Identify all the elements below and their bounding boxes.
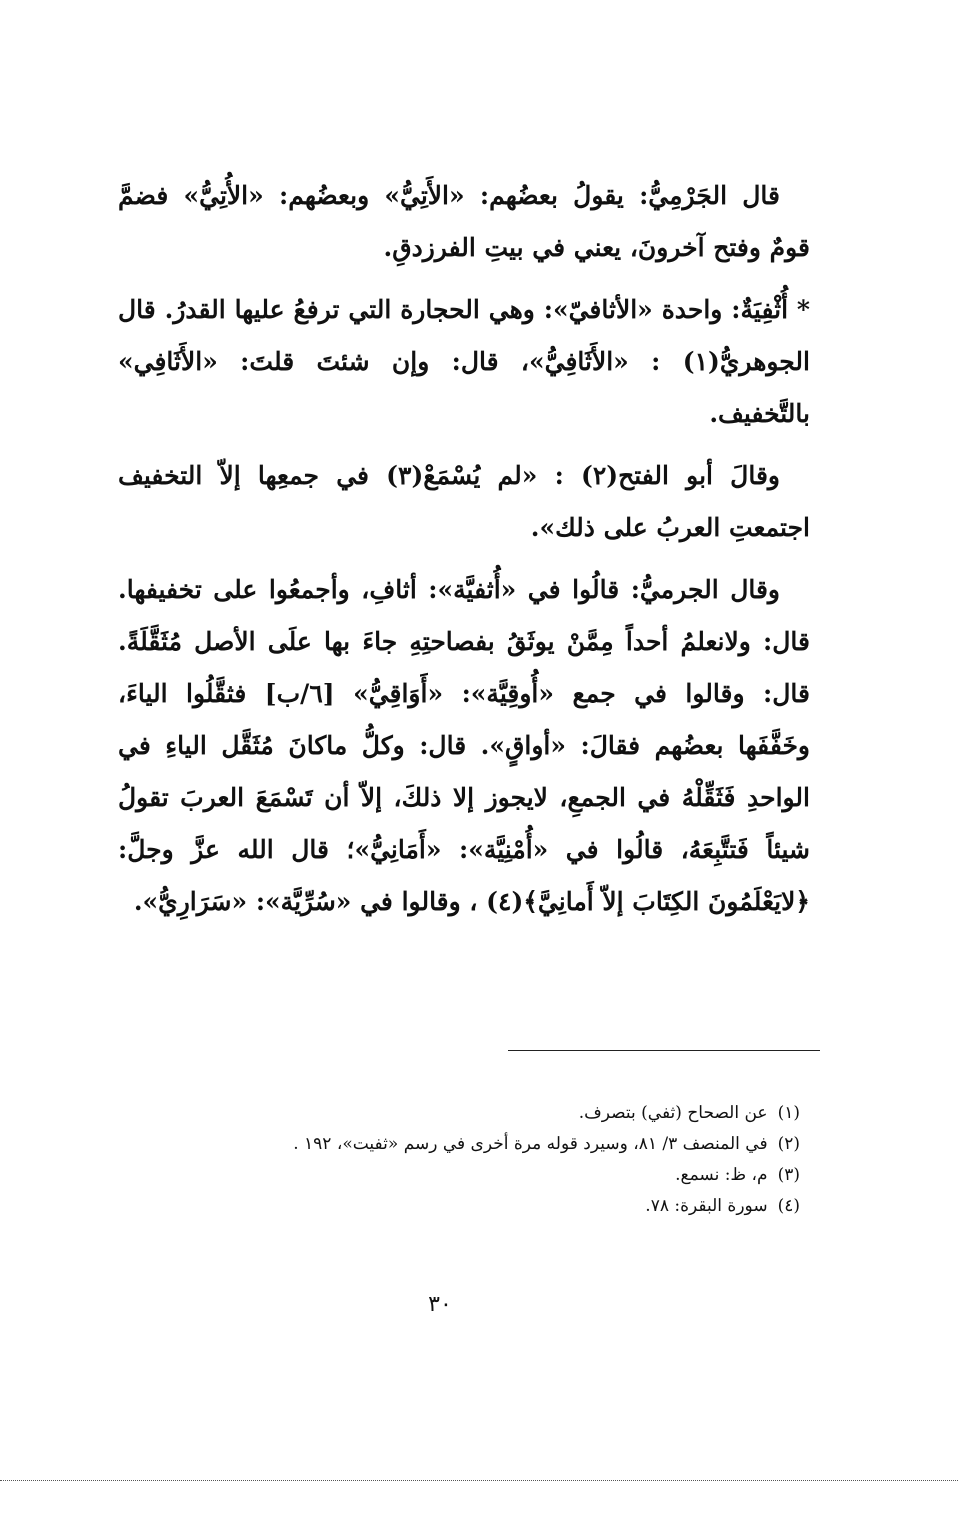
footnote-text: م، ظ: نسمع. <box>675 1165 768 1185</box>
paragraph-1: قال الجَرْمِيُّ: يقولُ بعضُهم: «الأَتِيُّ» وبعضُهم: «الأُتِيُّ» فضمَّ قومٌ وفتح آخرونَ، يعني في بيتِ الفرزدقِ. <box>118 181 810 262</box>
footnote-number: (٢) <box>777 1134 800 1154</box>
page-number: ٣٠ <box>428 1292 452 1317</box>
main-text-block <box>118 170 810 928</box>
footnote-text: سورة البقرة: ٧٨. <box>645 1196 768 1216</box>
footnote-number: (٣) <box>777 1165 800 1185</box>
footnote-4 <box>150 1191 800 1222</box>
footnote-number: (١) <box>777 1103 800 1123</box>
paragraph-3: وقالَ أبو الفتح(٢) : «لم يُسْمَعْ(٣) في جمعِها إلاّ التخفيف اجتمعتِ العربُ على ذلك». <box>118 461 810 542</box>
footnote-1 <box>150 1098 800 1129</box>
footnote-text: عن الصحاح (ثفي) بتصرف. <box>578 1103 768 1123</box>
footnote-3 <box>150 1160 800 1191</box>
paragraph-4: وقال الجرميُّ: قالُوا في «أُثفيَّة»: أثافِ، وأجمعُوا على تخفيفها. قال: ولانعلمُ أحداً مِمَّنْ يوثَقُ بفصاحتِهِ جاءَ بها علَى الأصل مُثَقَّلَةً. قال: وقالوا في جمع «أُوقِيَّة»: «أَوَاقِيُّ» [٦/ب] فثقَّلُوا الياءَ، وخَفَّفَها بعضُهم فقالَ: «أواقٍ». قال: وكلُّ ماكانَ مُثَقَّل الياءِ في الواحدِ فَثَقِّلْهُ في الجمعِ، لايجوز إلا ذلكَ، إلاّ أن تَسْمَعَ العربَ تقولُ شيئاً فَتتَّبِعَهُ، قالُوا في «أُمْنِيَّة»: «أَمَانِيُّ»؛ قال الله عزَّ وجلَّ: ﴿لايَعْلَمُونَ الكِتَابَ إلاّ أَمانِيَّ﴾(٤) ، وقالوا في «سُرِّيَّة»: «سَرَارِيُّ». <box>118 575 811 916</box>
footnote-separator <box>508 1050 820 1051</box>
footnote-2 <box>150 1129 800 1160</box>
footnotes <box>150 1098 800 1222</box>
scan-bottom-edge <box>0 1480 958 1481</box>
footnote-text: في المنصف ٣/ ٨١، وسيرد قوله مرة أخرى في رسم «ثفيت»، ١٩٢ . <box>293 1134 768 1154</box>
paragraph-2: * أُثْفِيَةٌ: واحدة «الأثافيّ»: وهي الحجارة التي ترفعُ عليها القدرُ. قال الجوهريُّ(١) : «الأَثَافِيُّ»، قال: وإن شئتَ قلتَ: «الأَثَافِي» بالتَّخفيف. <box>118 295 810 428</box>
footnote-number: (٤) <box>777 1196 800 1216</box>
